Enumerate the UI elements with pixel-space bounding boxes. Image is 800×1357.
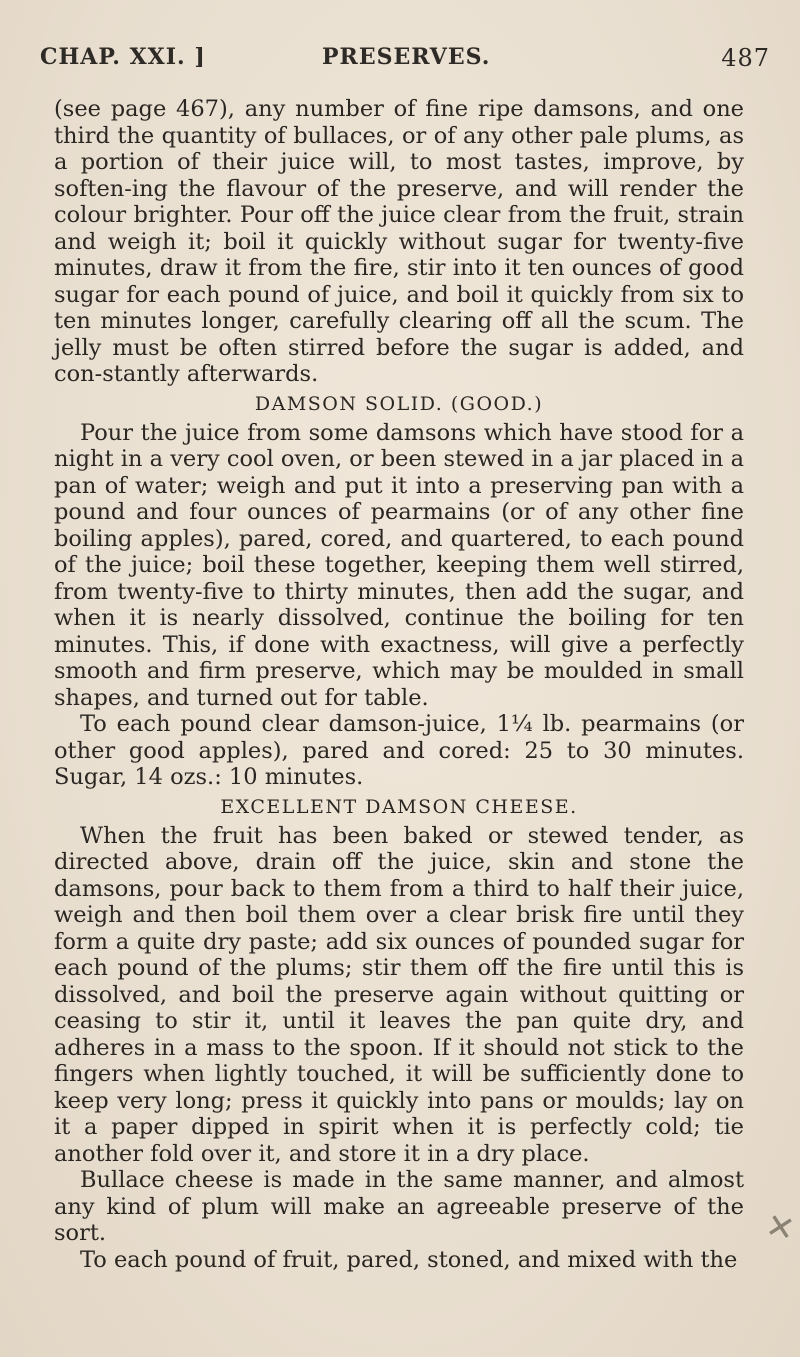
paragraph-damson-cheese: When the fruit has been baked or stewed tender, as directed above, drain off the juice, skin and stone the damsons, pour back to them from a third to half their juice, weigh and then boil them over a clear brisk fire until they form a quite dry paste; add six ounces of pounded sugar for each pound of the plums; stir them off the fire until this is dissolved, and boil the preserve again without quitting or ceasing to stir it, until it leaves the pan quite dry, and adheres in a mass to the spoon. If it should not stick to the fingers when lightly touched, it will be sufficiently done to keep very long; press it quickly into pans or moulds; lay on it a paper dipped in spirit when it is perfectly cold; tie another fold over it, and store it in a dry place. [54,822,744,1167]
margin-mark-icon: ✕ [761,1205,798,1251]
recipe-heading-damson-solid: DAMSON SOLID. (GOOD.) [254,392,544,415]
paragraph-quantities-continued: To each pound of fruit, pared, stoned, and mixed with the [80,1246,738,1273]
page-number: 487 [721,44,770,72]
paragraph-damson-solid-quantities: To each pound clear damson-juice, 1¼ lb. pearmains (or other good apples), pared and cored: 25 to 30 minutes. Sugar, 14 ozs.: 10 minutes. [54,711,744,790]
paragraph-damson-solid: Pour the juice from some damsons which have stood for a night in a very cool oven, or been stewed in a jar placed in a pan of water; weigh and put it into a preserving pan with a pound and four ounces of pearmains (or of any other fine boiling apples), pared, cored, and quartered, to each pound of the juice; boil these together, keeping them well stirred, from twenty-five to thirty minutes, then add the sugar, and when it is nearly dissolved, continue the boiling for ten minutes. This, if done with exactness, will give a perfectly smooth and firm preserve, which may be moulded in small shapes, and turned out for table. [54,419,744,711]
recipe-heading-damson-cheese: EXCELLENT DAMSON CHEESE. [220,795,578,818]
chapter-label: CHAP. XXI. ] [40,44,206,70]
paragraph-bullace-cheese: Bullace cheese is made in the same manner, and almost any kind of plum will make an agreeable preserve of the sort. [54,1167,744,1246]
body-text [54,96,744,1273]
running-head [40,44,770,80]
paragraph-continued: (see page 467), any number of fine ripe damsons, and one third the quantity of bullaces, or of any other pale plums, as a portion of their juice will, to most tastes, improve, by soften-ing the flavour of the preserve, and will render the colour brighter. Pour off the juice clear from the fruit, strain and weigh it; boil it quickly without sugar for twenty-five minutes, draw it from the fire, stir into it ten ounces of good sugar for each pound of juice, and boil it quickly from six to ten minutes longer, carefully clearing off all the scum. The jelly must be often stirred before the sugar is added, and con-stantly afterwards. [54,96,744,387]
section-title: PRESERVES. [322,44,491,70]
